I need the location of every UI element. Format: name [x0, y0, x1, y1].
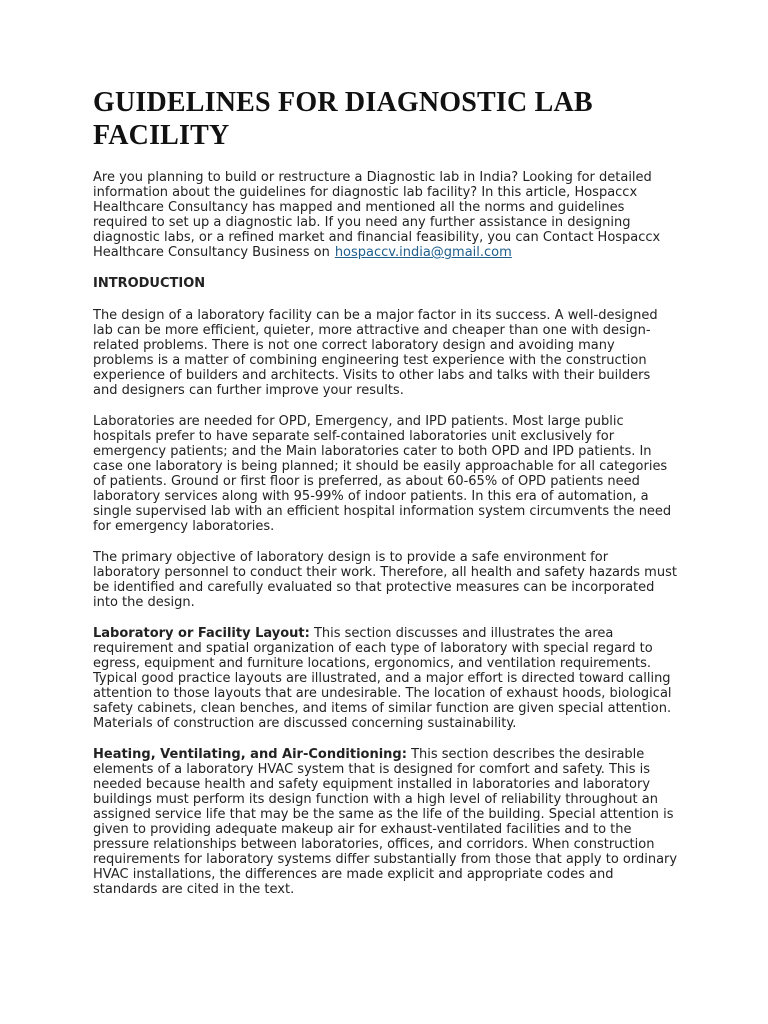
- section-hvac-paragraph: [93, 747, 678, 897]
- document-page: [93, 86, 678, 913]
- section-hvac-lead: Heating, Ventilating, and Air-Conditioning:: [93, 747, 407, 762]
- section-layout-lead: Laboratory or Facility Layout:: [93, 626, 310, 641]
- email-link[interactable]: hospaccv.india@gmail.com: [334, 245, 512, 260]
- intro-paragraph: [93, 170, 678, 260]
- section-layout-text: This section discusses and illustrates the area requirement and spatial organization of each type of laboratory with special regard to egress, equipment and furniture locations, ergonomics, and ventilation requirements. Typical good practice layouts are illustrated, and a major effort is directed toward calling attention to those layouts that are undesirable. The location of exhaust hoods, biological safety cabinets, clean benches, and items of similar function are given special attention. Materials of construction are discussed concerning sustainability.: [93, 626, 672, 731]
- section-layout-paragraph: [93, 626, 678, 731]
- introduction-paragraph-3: The primary objective of laboratory design is to provide a safe environment for laboratory personnel to conduct their work. Therefore, all health and safety hazards must be identified and carefully evaluated so that protective measures can be incorporated into the design.: [93, 550, 677, 610]
- introduction-paragraph-1: The design of a laboratory facility can be a major factor in its success. A well-designed lab can be more efficient, quieter, more attractive and cheaper than one with design-related problems. There is not one correct laboratory design and avoiding many problems is a matter of combining engineering test experience with the construction experience of builders and architects. Visits to other labs and talks with their builders and designers can further improve your results.: [93, 308, 658, 398]
- introduction-paragraph-2: Laboratories are needed for OPD, Emergency, and IPD patients. Most large public hospitals prefer to have separate self-contained laboratories unit exclusively for emergency patients; and the Main laboratories cater to both OPD and IPD patients. In case one laboratory is being planned; it should be easily approachable for all categories of patients. Ground or first floor is preferred, as about 60-65% of OPD patients need laboratory services along with 95-99% of indoor patients. In this era of automation, a single supervised lab with an efficient hospital information system circumvents the need for emergency laboratories.: [93, 414, 672, 534]
- section-heading-introduction: INTRODUCTION: [93, 276, 206, 291]
- section-hvac-text: This section describes the desirable elements of a laboratory HVAC system that is designed for comfort and safety. This is needed because health and safety equipment installed in laboratories and laboratory buildings must perform its design function with a high level of reliability throughout an assigned service life that may be the same as the life of the building. Special attention is given to providing adequate makeup air for exhaust-ventilated facilities and to the pressure relationships between laboratories, offices, and corridors. When construction requirements for laboratory systems differ substantially from those that apply to ordinary HVAC installations, the differences are made explicit and appropriate codes and standards are cited in the text.: [93, 747, 678, 897]
- intro-text: Are you planning to build or restructure a Diagnostic lab in India? Looking for detailed information about the guidelines for diagnostic lab facility? In this article, Hospaccx Healthcare Consultancy has mapped and mentioned all the norms and guidelines required to set up a diagnostic lab. If you need any further assistance in designing diagnostic labs, or a refined market and financial feasibility, you can Contact Hospaccx Healthcare Consultancy Business on: [93, 170, 661, 260]
- document-title: GUIDELINES FOR DIAGNOSTIC LAB FACILITY: [93, 87, 593, 151]
